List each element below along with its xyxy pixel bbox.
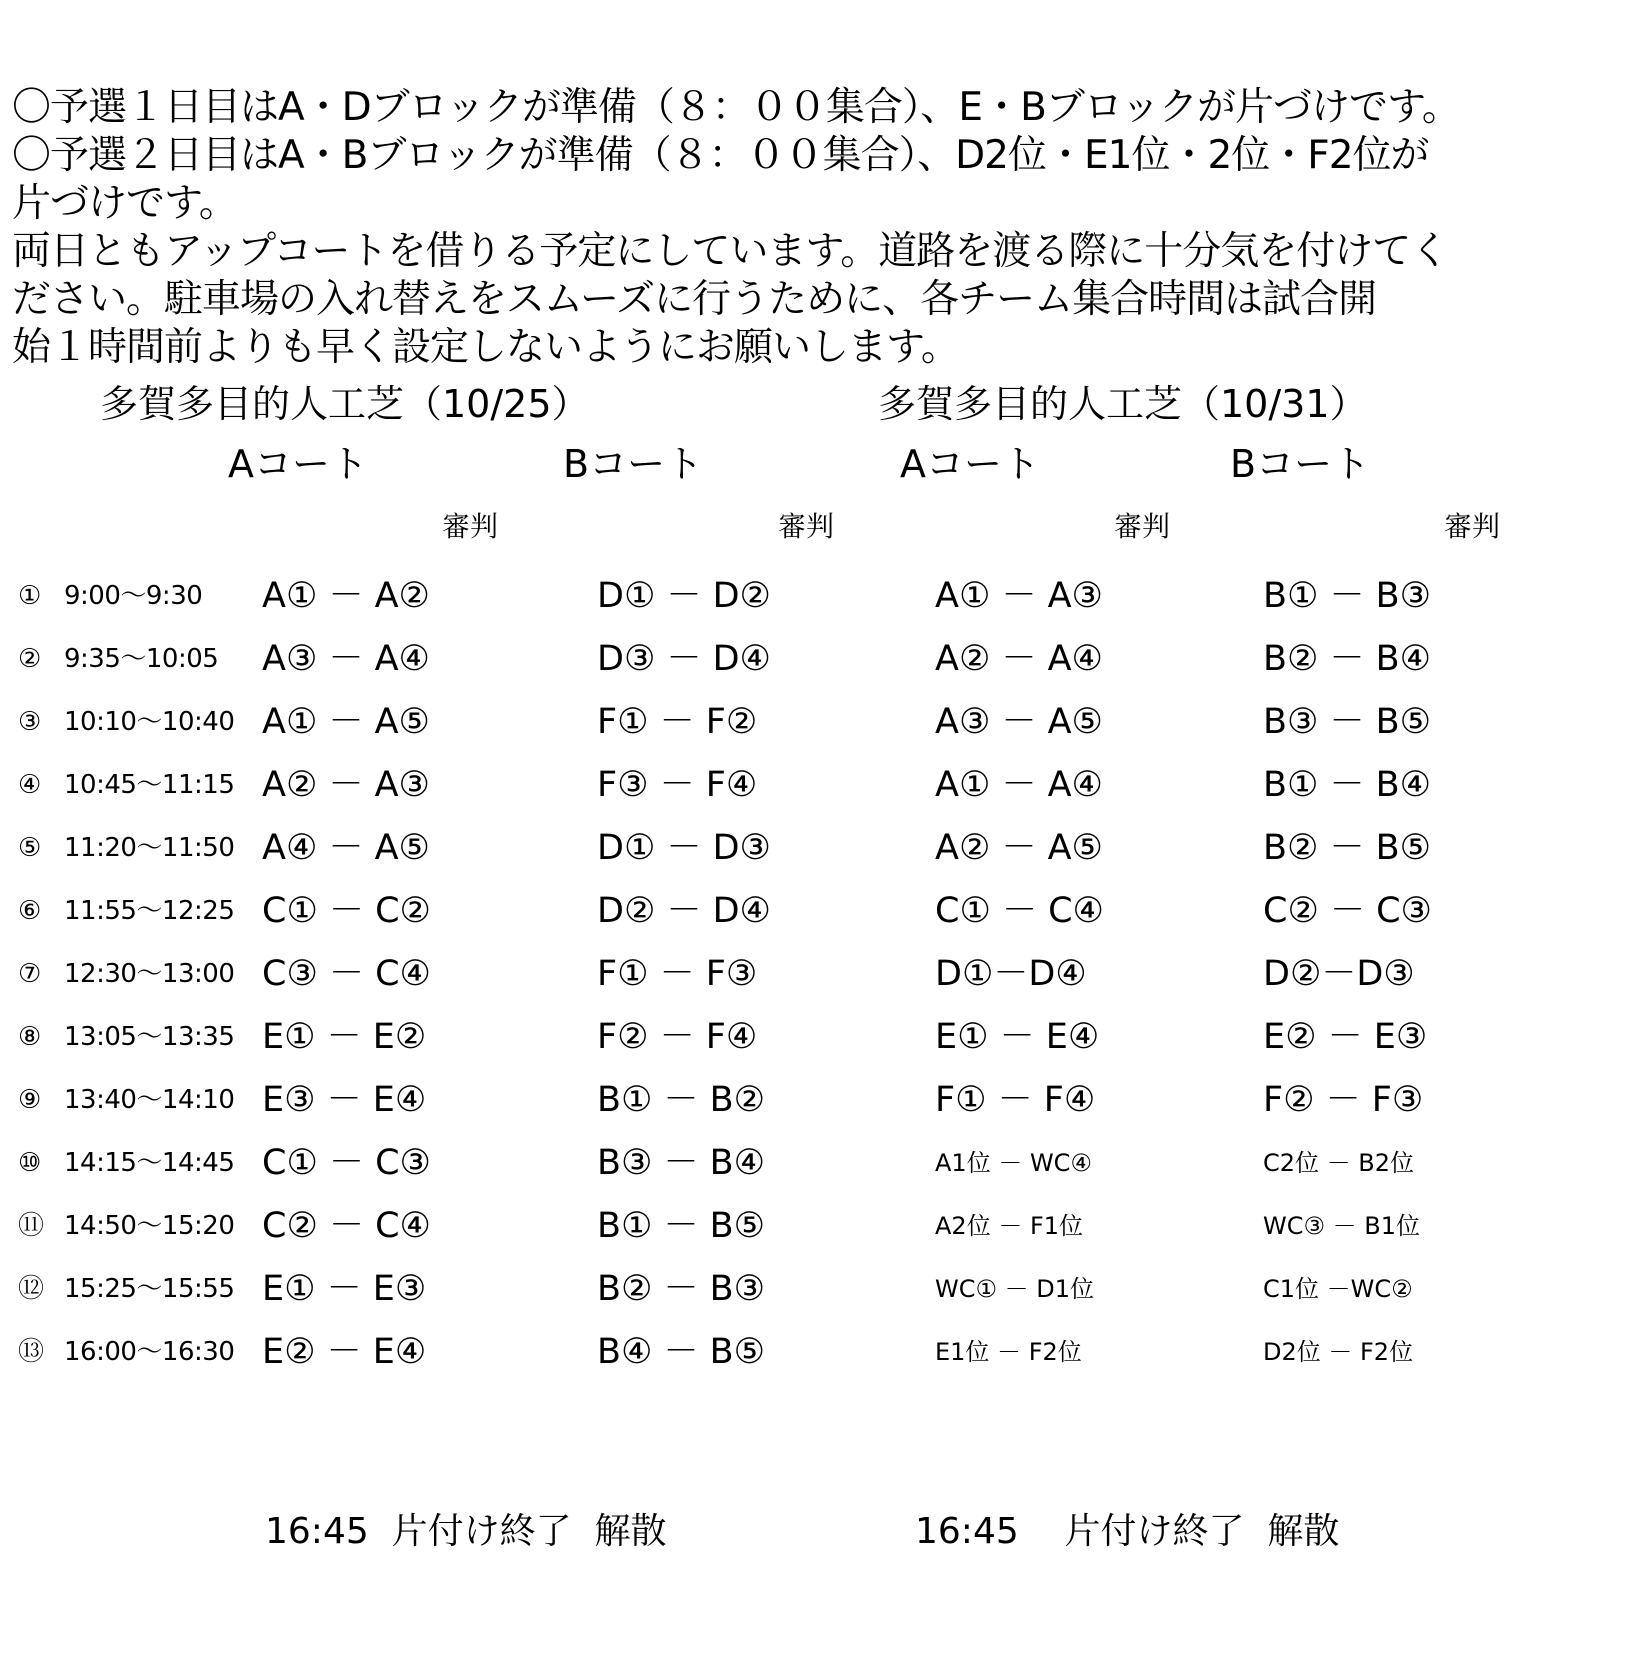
match-day1-court-a: A① － A⑤ [262,702,430,742]
slot-number: ⑪ [18,1211,45,1241]
match-day2-court-a: A② － A⑤ [935,828,1103,868]
venue-title-day2: 多賀多目的人工芝（10/31） [878,382,1368,426]
note-line: ださい。駐車場の入れ替えをスムーズに行うために、各チーム集合時間は試合開 [12,277,1377,322]
match-day2-court-a: F① － F④ [935,1080,1096,1120]
match-day1-court-a: E① － E② [262,1017,427,1057]
closing-day1: 16:45 片付け終了 解散 [265,1511,667,1552]
note-line: 両日ともアップコートを借りる予定にしています。道路を渡る際に十分気を付けてく [12,229,1449,274]
slot-number: ⑥ [18,896,42,926]
match-day2-court-b: B① － B③ [1263,576,1432,616]
match-day2-court-a: A① － A④ [935,765,1103,805]
match-day1-court-a: A① － A② [262,576,430,616]
match-day2-court-a: C① － C④ [935,891,1104,931]
match-day1-court-b: F② － F④ [597,1017,758,1057]
match-day2-court-a: A① － A③ [935,576,1103,616]
schedule-table [0,571,1652,1390]
schedule-row [0,886,1652,949]
match-time: 12:30～13:00 [64,959,235,989]
schedule-row [0,1138,1652,1201]
venue-title-day1: 多賀多目的人工芝（10/25） [100,382,590,426]
slot-number: ⑧ [18,1022,42,1052]
match-day1-court-b: D② － D④ [597,891,771,931]
court-a-header-day2: Aコート [900,442,1040,486]
schedule-row [0,1327,1652,1390]
match-time: 13:05～13:35 [64,1022,235,1052]
match-day1-court-b: B① － B② [597,1080,766,1120]
match-day1-court-a: C② － C④ [262,1206,431,1246]
match-day2-court-a: E① － E④ [935,1017,1100,1057]
match-day1-court-b: F① － F② [597,702,758,742]
match-day1-court-b: D① － D② [597,576,771,616]
match-time: 10:10～10:40 [64,707,235,737]
match-day2-court-b: C② － C③ [1263,891,1432,931]
schedule-row [0,634,1652,697]
match-day1-court-a: E① － E③ [262,1269,427,1309]
match-day2-court-b: B② － B④ [1263,639,1432,679]
match-day1-court-a: E③ － E④ [262,1080,427,1120]
match-time: 15:25～15:55 [64,1274,235,1304]
match-day1-court-b: B① － B⑤ [597,1206,766,1246]
match-day2-court-a: A2位 － F1位 [935,1212,1084,1240]
slot-number: ⑦ [18,959,42,989]
match-time: 9:35～10:05 [64,644,219,674]
match-day2-court-a: D①－D④ [935,954,1087,994]
match-day1-court-a: A③ － A④ [262,639,430,679]
referee-header-day1-a: 審判 [442,510,499,543]
slot-number: ⑩ [18,1148,42,1178]
court-b-header-day2: Bコート [1230,442,1371,486]
referee-header-day1-b: 審判 [778,510,835,543]
slot-number: ⑤ [18,833,42,863]
match-day1-court-a: C① － C② [262,891,431,931]
schedule-row [0,571,1652,634]
schedule-row [0,1075,1652,1138]
slot-number: ③ [18,707,42,737]
referee-header-day2-b: 審判 [1444,510,1501,543]
match-day2-court-b: B② － B⑤ [1263,828,1432,868]
match-day2-court-b: C2位 － B2位 [1263,1149,1415,1177]
notes [12,84,1632,372]
match-day2-court-b: D2位 － F2位 [1263,1338,1414,1366]
match-day1-court-a: A② － A③ [262,765,430,805]
court-a-header-day1: Aコート [228,442,368,486]
match-time: 13:40～14:10 [64,1085,235,1115]
match-day2-court-b: F② － F③ [1263,1080,1424,1120]
match-day1-court-a: C① － C③ [262,1143,431,1183]
schedule-row [0,823,1652,886]
match-day2-court-b: E② － E③ [1263,1017,1428,1057]
match-day2-court-b: WC③ － B1位 [1263,1212,1420,1240]
match-time: 14:50～15:20 [64,1211,235,1241]
match-day1-court-b: F① － F③ [597,954,758,994]
closing-day2: 16:45 片付け終了 解散 [915,1511,1340,1552]
match-day1-court-b: D① － D③ [597,828,771,868]
note-line: 〇予選１日目はA・Dブロックが準備（８：００集合）、E・Bブロックが片づけです。 [12,85,1460,130]
match-time: 11:20～11:50 [64,833,235,863]
match-day2-court-b: B③ － B⑤ [1263,702,1432,742]
match-time: 11:55～12:25 [64,896,235,926]
match-day2-court-b: C1位 －WC② [1263,1275,1413,1303]
slot-number: ⑫ [18,1274,45,1304]
match-day2-court-a: A② － A④ [935,639,1103,679]
match-day1-court-a: A④ － A⑤ [262,828,430,868]
match-time: 9:00～9:30 [64,581,203,611]
match-day2-court-b: D②－D③ [1263,954,1415,994]
slot-number: ① [18,581,42,611]
schedule-row [0,1201,1652,1264]
slot-number: ⑨ [18,1085,42,1115]
match-day2-court-b: B① － B④ [1263,765,1432,805]
schedule-row [0,1012,1652,1075]
slot-number: ⑬ [18,1337,45,1367]
match-day1-court-b: B③ － B④ [597,1143,766,1183]
note-line: 〇予選２日目はA・Bブロックが準備（８：００集合）、D2位・E1位・2位・F2位が [12,133,1429,178]
match-day1-court-b: B② － B③ [597,1269,766,1309]
match-day1-court-a: E② － E④ [262,1332,427,1372]
match-day1-court-b: B④ － B⑤ [597,1332,766,1372]
slot-number: ② [18,644,42,674]
match-time: 14:15～14:45 [64,1148,235,1178]
slot-number: ④ [18,770,42,800]
schedule-row [0,949,1652,1012]
schedule-row [0,697,1652,760]
note-line: 始１時間前よりも早く設定しないようにお願いします。 [12,325,959,370]
schedule-row [0,760,1652,823]
match-day1-court-b: D③ － D④ [597,639,771,679]
match-day2-court-a: A1位 － WC④ [935,1149,1092,1177]
match-time: 16:00～16:30 [64,1337,235,1367]
match-day2-court-a: WC① － D1位 [935,1275,1095,1303]
match-day2-court-a: A③ － A⑤ [935,702,1103,742]
note-line: 片づけです。 [12,181,237,226]
match-time: 10:45～11:15 [64,770,235,800]
match-day1-court-a: C③ － C④ [262,954,431,994]
match-day1-court-b: F③ － F④ [597,765,758,805]
referee-header-day2-a: 審判 [1114,510,1171,543]
match-day2-court-a: E1位 － F2位 [935,1338,1082,1366]
court-b-header-day1: Bコート [563,442,704,486]
schedule-row [0,1264,1652,1327]
